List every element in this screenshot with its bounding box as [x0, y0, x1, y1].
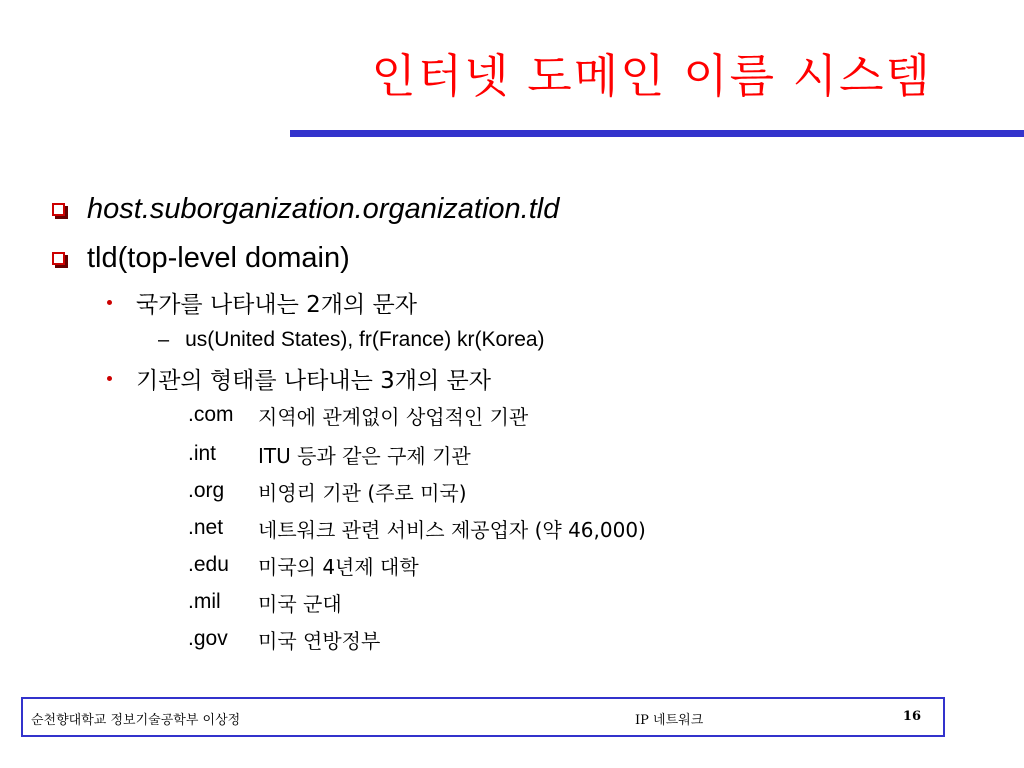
tld-desc: 미국의 4년제 대학 [258, 554, 419, 579]
bullet-text: tld(top-level domain) [87, 241, 350, 274]
tld-row-mil [188, 585, 342, 619]
tld-desc: 네트워크 관련 서비스 제공업자 (약 46,000) [258, 517, 646, 542]
tld-code: .mil [188, 590, 221, 613]
tld-row-edu [188, 548, 419, 582]
country-example [158, 325, 545, 355]
tld-code: .edu [188, 553, 229, 576]
tld-row-org [188, 474, 467, 508]
sub-bullet-text: 국가를 나타내는 2개의 문자 [136, 291, 417, 318]
square-bullet-icon [52, 203, 65, 216]
bullet-text: host.suborganization.organization.tld [87, 192, 560, 225]
tld-desc: 미국 연방정부 [258, 628, 381, 653]
tld-row-gov [188, 622, 380, 656]
dot-bullet-icon [107, 300, 112, 305]
sub-bullet-country [107, 286, 417, 318]
tld-code: .net [188, 516, 224, 539]
tld-desc: ITU 등과 같은 구제 기관 [258, 443, 471, 468]
footer-course: IP 네트워크 [635, 713, 704, 728]
tld-desc: 미국 군대 [258, 591, 342, 616]
dot-bullet-icon [107, 376, 112, 381]
sub-bullet-text: 기관의 형태를 나타내는 3개의 문자 [136, 367, 491, 394]
slide-title: 인터넷 도메인 이름 시스템 [371, 49, 932, 103]
tld-code: .org [188, 479, 225, 502]
example-text: us(United States), fr(France) kr(Korea) [185, 328, 545, 351]
tld-desc: 지역에 관계없이 상업적인 기관 [258, 404, 529, 429]
tld-row-com [188, 398, 528, 432]
dash-bullet-icon: – [158, 328, 170, 351]
tld-code: .int [188, 442, 217, 465]
title-underline [290, 130, 1024, 137]
tld-code: .gov [188, 627, 228, 650]
slide-footer [21, 697, 945, 737]
tld-code: .com [188, 403, 234, 426]
tld-desc: 비영리 기관 (주로 미국) [258, 480, 467, 505]
tld-row-int [188, 437, 471, 471]
bullet-host-format [52, 189, 559, 229]
sub-bullet-org-type [107, 362, 491, 394]
bullet-tld [52, 238, 350, 278]
tld-row-net [188, 511, 646, 545]
square-bullet-icon [52, 252, 65, 265]
page-number: 16 [902, 709, 921, 724]
footer-author: 순천향대학교 정보기술공학부 이상정 [31, 713, 241, 728]
